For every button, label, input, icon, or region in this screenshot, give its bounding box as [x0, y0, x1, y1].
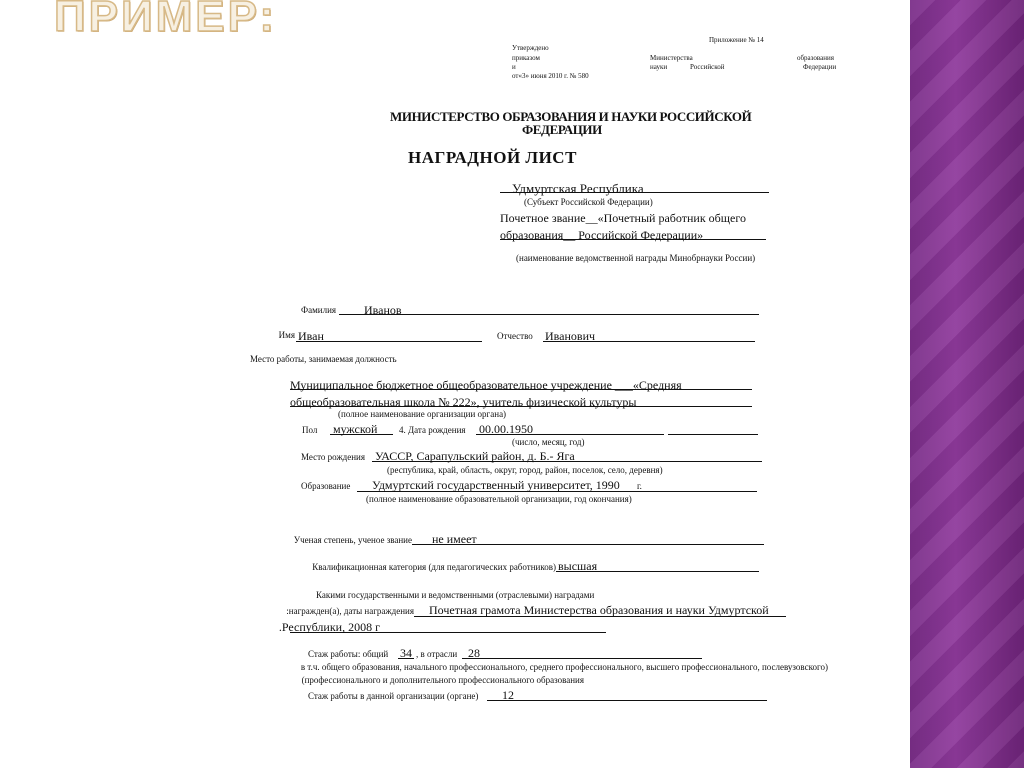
- education-caption: (полное наименование образовательной организации, год окончания): [366, 494, 632, 504]
- workplace-line-1: Муниципальное бюджетное общеобразовательное учреждение ___«Средняя: [290, 378, 682, 392]
- approval-line-1: Утверждено: [512, 44, 549, 52]
- tenure-label-industry: , в отрасли: [416, 649, 458, 659]
- org-tenure-label: Стаж работы в данной организации (органе): [308, 691, 479, 701]
- awards-label-line-2: награжден(а), даты награждения:: [286, 607, 414, 616]
- document-title: НАГРАДНОЙ ЛИСТ: [408, 148, 577, 167]
- approval-line-3a: и: [512, 63, 516, 71]
- workplace-line-2: общеобразовательная школа № 222», учитель физической культуры: [290, 395, 637, 409]
- workplace-label: Место работы, занимаемая должность: [250, 355, 397, 364]
- awards-line-1: Почетная грамота Министерства образования и науки Удмуртской: [429, 603, 769, 617]
- name-label: Имя: [278, 331, 295, 340]
- sex-value: мужской: [333, 422, 378, 436]
- awards-line-2: Республики, 2008 г.: [278, 621, 380, 633]
- workplace-caption: (полное наименование организации органа): [338, 409, 507, 419]
- tenure-total-value: 34: [400, 646, 412, 660]
- education-label: Образование: [301, 481, 351, 491]
- qualification-value: высшая: [558, 559, 598, 573]
- appendix-number: Приложение № 14: [709, 36, 764, 44]
- ministry-name-line-2: ФЕДЕРАЦИИ: [522, 122, 602, 137]
- honor-title-line-2: образования__ Российской Федерации»: [500, 228, 704, 242]
- degree-value: не имеет: [432, 532, 477, 546]
- approval-line-2a: приказом: [512, 54, 540, 62]
- approval-line-3c: Российской: [690, 63, 725, 71]
- birthdate-value: 00.00.1950: [479, 422, 533, 436]
- honor-caption: (наименование ведомственной награды Минобрнауки России): [516, 253, 756, 263]
- ministry-name-line-1: МИНИСТЕРСТВО ОБРАЗОВАНИЯ И НАУКИ РОССИЙСКОЙ: [390, 109, 752, 124]
- tenure-label-total: Стаж работы: общий: [308, 649, 389, 659]
- subject-caption: (Субъект Российской Федерации): [524, 197, 653, 207]
- honor-title-line-1: Почетное звание__«Почетный работник общего: [500, 211, 746, 225]
- surname-value: Иванов: [364, 303, 402, 317]
- education-value: Удмуртский государственный университет, 1990: [372, 478, 620, 492]
- patronymic-value: Иванович: [545, 329, 596, 343]
- birthplace-value: УАССР, Сарапульский район, д. Б.- Яга: [375, 449, 575, 463]
- approval-line-2b: Министерства: [650, 54, 693, 62]
- approval-line-3d: Федерации: [803, 63, 837, 71]
- org-tenure-value: 12: [502, 688, 514, 702]
- name-value: Иван: [298, 329, 324, 343]
- approval-line-4: от«3» июня 2010 г. № 580: [512, 72, 589, 80]
- approval-line-3b: науки: [650, 63, 668, 71]
- sex-label: Пол: [302, 425, 318, 435]
- patronymic-label: Отчество: [497, 331, 533, 341]
- approval-line-2c: образования: [797, 54, 834, 62]
- tenure-note-line-1: (в т.ч. общего образования, начального профессионального, среднего профессионального, высшего профессионального, послевузовского: [300, 663, 828, 672]
- awards-label-line-1: Какими государственными и ведомственными (отраслевыми) наградами: [316, 590, 595, 600]
- surname-label: Фамилия: [301, 305, 337, 315]
- birthdate-caption: (число, месяц, год): [512, 437, 585, 447]
- tenure-industry-value: 28: [468, 646, 480, 660]
- birthdate-label: 4. Дата рождения: [399, 425, 466, 435]
- subject-value: Удмуртская Республика: [512, 181, 644, 196]
- degree-label: Ученая степень, ученое звание: [293, 536, 412, 545]
- birthplace-caption: (республика, край, область, округ, город, район, поселок, село, деревня): [387, 465, 663, 475]
- qualification-label: Квалификационная категория (для педагогических работников): [312, 563, 556, 572]
- birthplace-label: Место рождения: [301, 452, 366, 462]
- education-suffix: г.: [637, 481, 642, 491]
- slide-heading: ПРИМЕР:: [54, 0, 278, 41]
- tenure-note-line-2: профессионального и дополнительного профессионального образования): [301, 676, 584, 685]
